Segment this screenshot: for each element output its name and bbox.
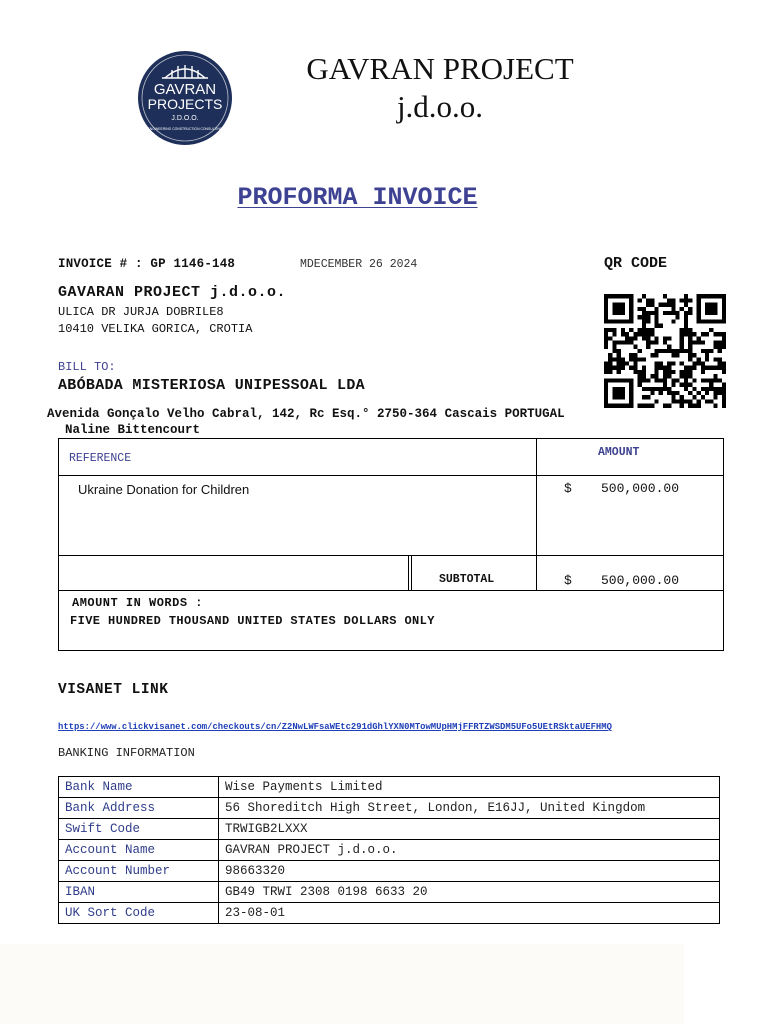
- sort-code-value: 23-08-01: [219, 903, 720, 924]
- swift-code-label: Swift Code: [59, 819, 219, 840]
- bank-address-label: Bank Address: [59, 798, 219, 819]
- swift-code-value: TRWIGB2LXXX: [219, 819, 720, 840]
- sort-code-label: UK Sort Code: [59, 903, 219, 924]
- logo-tagline: ENGINEERING CONSTRUCTION CONSULTING: [147, 127, 223, 131]
- iban-label: IBAN: [59, 882, 219, 903]
- account-name-value: GAVRAN PROJECT j.d.o.o.: [219, 840, 720, 861]
- visanet-payment-link[interactable]: https://www.clickvisanet.com/checkouts/cn/Z2NwLWFsaWEtc291dGhlYXN0MTowMUpHMjFFRTZWSDM5UFo5UEtRSktaUEFHMQ: [58, 722, 612, 732]
- table-row: [59, 840, 720, 861]
- bank-name-label: Bank Name: [59, 777, 219, 798]
- bank-address-value: 56 Shoreditch High Street, London, E16JJ, United Kingdom: [219, 798, 720, 819]
- seller-address-line-2: 10410 VELIKA GORICA, CROTIA: [58, 322, 253, 336]
- amount-in-words: FIVE HUNDRED THOUSAND UNITED STATES DOLLARS ONLY: [70, 614, 435, 628]
- table-row: [59, 798, 720, 819]
- amount-in-words-label: AMOUNT IN WORDS :: [72, 596, 203, 610]
- reference-header: REFERENCE: [69, 452, 132, 465]
- account-number-value: 98663320: [219, 861, 720, 882]
- buyer-address: Avenida Gonçalo Velho Cabral, 142, Rc Esq.° 2750-364 Cascais PORTUGAL: [47, 407, 565, 421]
- banking-heading: BANKING INFORMATION: [58, 746, 195, 760]
- banking-table: [58, 776, 720, 924]
- account-name-label: Account Name: [59, 840, 219, 861]
- buyer-contact: Naline Bittencourt: [65, 423, 201, 437]
- table-row: [59, 777, 720, 798]
- logo-line-1: GAVRAN: [153, 81, 217, 98]
- table-row: [59, 819, 720, 840]
- company-name: GAVRAN PROJECT: [306, 51, 574, 86]
- document-title: PROFORMA INVOICE: [237, 183, 478, 212]
- seller-name: GAVARAN PROJECT j.d.o.o.: [58, 284, 287, 301]
- visanet-title: VISANET LINK: [58, 682, 169, 698]
- subtotal-currency: $: [564, 573, 572, 588]
- company-heading: [270, 50, 610, 126]
- company-logo: [134, 50, 236, 146]
- table-row: [59, 861, 720, 882]
- seller-address-line-1: ULICA DR JURJA DOBRILE8: [58, 305, 224, 319]
- invoice-date: MDECEMBER 26 2024: [300, 258, 418, 271]
- buyer-name: ABÓBADA MISTERIOSA UNIPESSOAL LDA: [58, 377, 365, 394]
- page-footer-band: [0, 944, 684, 1024]
- table-row: [59, 882, 720, 903]
- logo-line-2: PROJECTS: [147, 96, 223, 112]
- line-item-amount: 500,000.00: [601, 481, 680, 496]
- bank-name-value: Wise Payments Limited: [219, 777, 720, 798]
- iban-value: GB49 TRWI 2308 0198 6633 20: [219, 882, 720, 903]
- account-number-label: Account Number: [59, 861, 219, 882]
- subtotal-label: SUBTOTAL: [439, 573, 495, 586]
- line-item-description: Ukraine Donation for Children: [78, 482, 250, 497]
- company-suffix: j.d.o.o.: [396, 89, 484, 124]
- amount-header: AMOUNT: [598, 446, 640, 459]
- invoice-number: INVOICE # : GP 1146-148: [58, 257, 236, 271]
- qr-code-icon: [604, 294, 726, 408]
- bill-to-label: BILL TO:: [58, 360, 116, 374]
- table-row: [59, 903, 720, 924]
- line-item-currency: $: [564, 481, 572, 496]
- qr-code-label: QR CODE: [604, 255, 668, 272]
- subtotal-amount: 500,000.00: [601, 573, 680, 588]
- logo-line-3: J.D.O.O.: [171, 115, 199, 122]
